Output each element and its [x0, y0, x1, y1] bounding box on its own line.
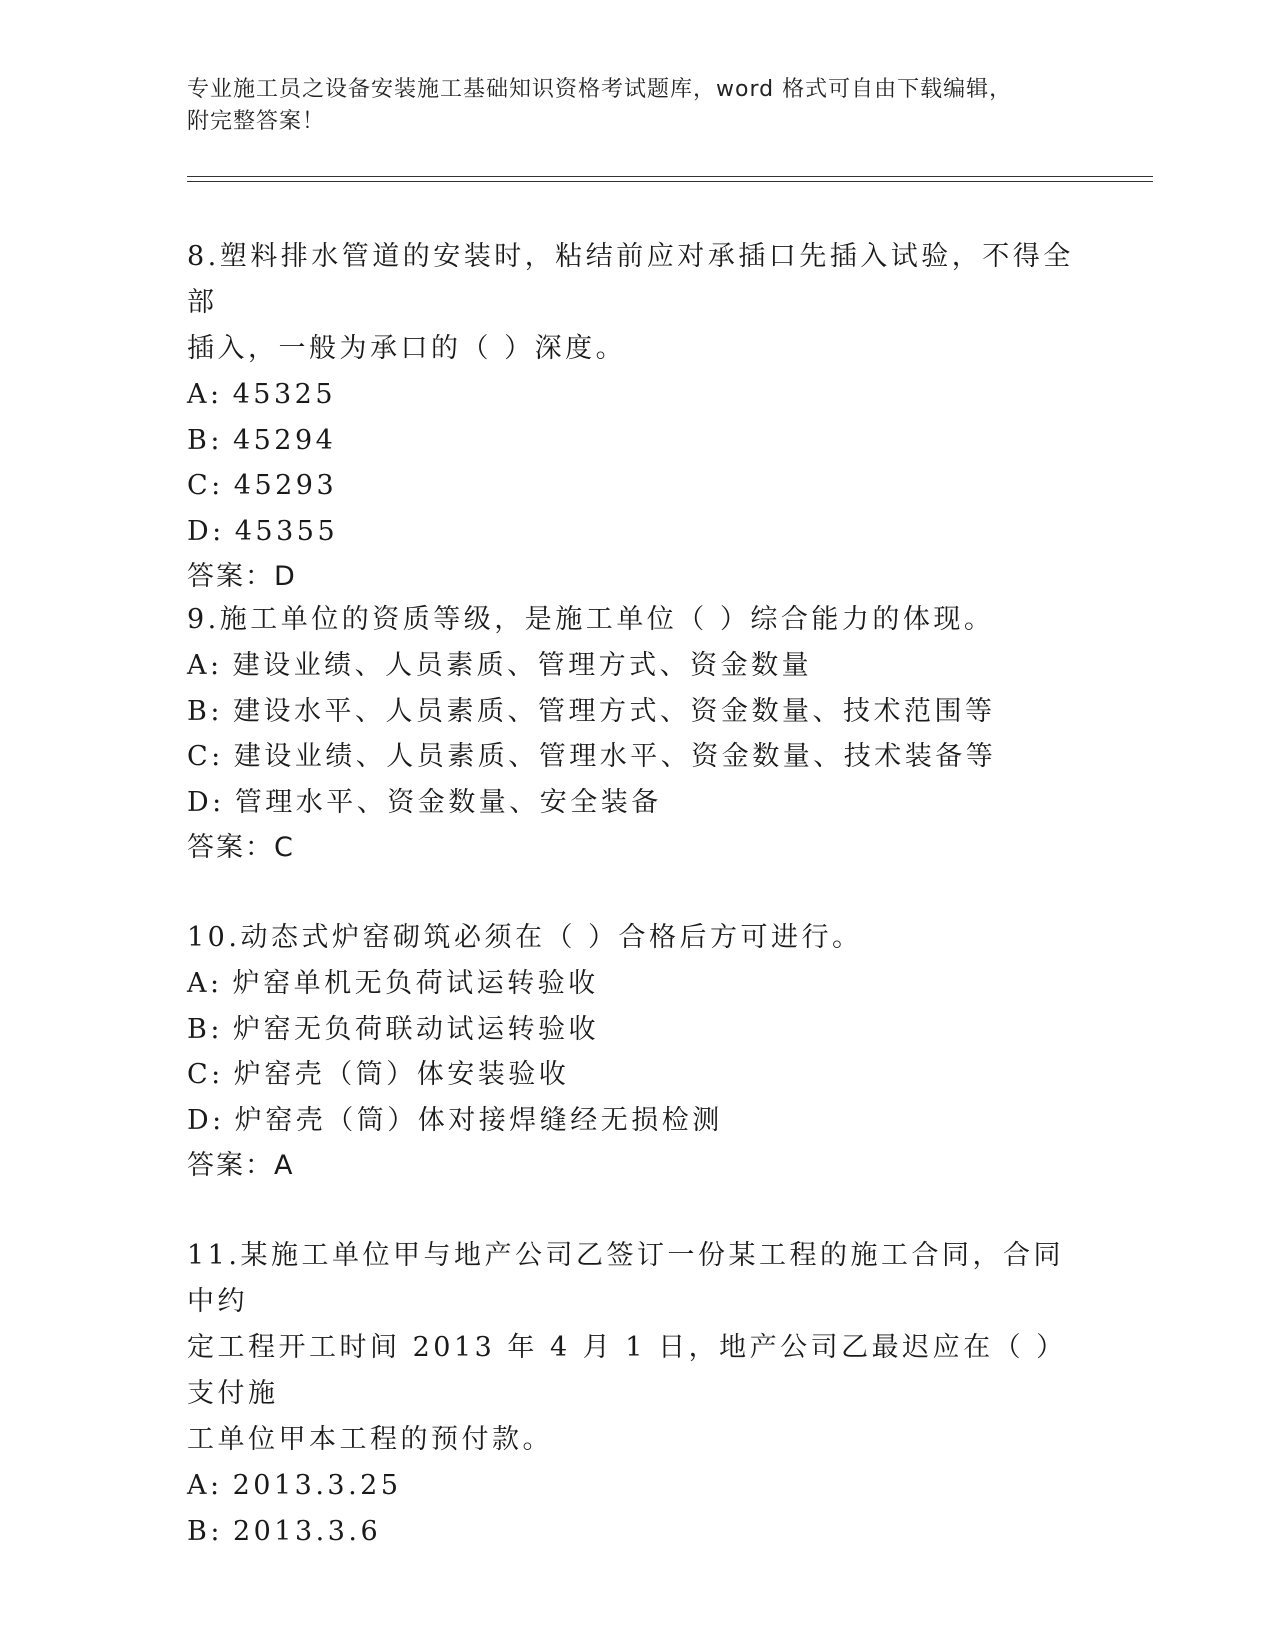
option-c [187, 463, 1087, 509]
option-label: D: [187, 786, 225, 818]
option-label: B: [187, 424, 223, 456]
option-text: 炉窑壳（筒）体安装验收 [233, 1059, 570, 1090]
option-text: 建设水平、人员素质、管理方式、资金数量、技术范围等 [232, 695, 996, 727]
option-label: A: [187, 379, 223, 410]
option-text: 建设业绩、人员素质、管理水平、资金数量、技术装备等 [233, 741, 997, 772]
option-label: B: [187, 1515, 223, 1547]
question-11 [187, 1233, 1087, 1554]
option-text: 45293 [233, 470, 338, 501]
option-label: C: [187, 470, 224, 501]
option-a [187, 1463, 1087, 1509]
header-divider-top [187, 176, 1153, 177]
question-stem-line: 定工程开工时间 2013 年 4 月 1 日，地产公司乙最迟应在（ ）支付施 [187, 1332, 1067, 1409]
option-label: B: [187, 1013, 223, 1045]
option-label: A: [187, 968, 223, 999]
option-text: 2013.3.25 [232, 1470, 402, 1501]
option-b [187, 418, 1087, 464]
question-10 [187, 915, 1087, 1189]
question-stem-line: 10.动态式炉窑砌筑必须在（ ）合格后方可进行。 [187, 922, 863, 953]
option-b [187, 689, 1087, 735]
option-label: C: [187, 741, 224, 772]
question-8 [187, 234, 1087, 600]
option-text: 2013.3.6 [232, 1515, 382, 1547]
option-b [187, 1007, 1087, 1053]
option-label: B: [187, 695, 223, 727]
option-b [187, 1509, 1087, 1555]
option-text: 建设业绩、人员素质、管理方式、资金数量 [232, 650, 813, 681]
header-line-1: 专业施工员之设备安装施工基础知识资格考试题库，word 格式可自由下载编辑， [187, 77, 1013, 102]
option-c [187, 1052, 1087, 1098]
question-9 [187, 597, 1087, 871]
document-header [187, 74, 1067, 138]
header-line-2: 附完整答案！ [187, 109, 326, 134]
answer-line: 答案：D [187, 561, 297, 592]
option-d [187, 509, 1087, 555]
option-label: A: [187, 1470, 223, 1501]
option-text: 炉窑单机无负荷试运转验收 [232, 968, 599, 999]
option-text: 45355 [234, 515, 339, 547]
option-text: 45294 [232, 424, 337, 456]
option-text: 炉窑壳（筒）体对接焊缝经无损检测 [234, 1104, 723, 1136]
option-text: 45325 [232, 379, 337, 410]
header-divider-bottom [187, 181, 1153, 182]
answer-line: 答案：A [187, 1150, 295, 1181]
option-a [187, 372, 1087, 418]
option-d [187, 1098, 1087, 1144]
option-label: A: [187, 650, 223, 681]
option-c [187, 734, 1087, 780]
question-stem-line: 9.施工单位的资质等级，是施工单位（ ）综合能力的体现。 [187, 604, 995, 635]
option-d [187, 780, 1087, 826]
option-label: C: [187, 1059, 224, 1090]
question-stem-line: 工单位甲本工程的预付款。 [187, 1424, 553, 1455]
option-text: 管理水平、资金数量、安全装备 [234, 786, 662, 818]
question-stem-line: 11.某施工单位甲与地产公司乙签订一份某工程的施工合同，合同中约 [187, 1240, 1064, 1317]
answer-line: 答案：C [187, 832, 295, 863]
option-label: D: [187, 1104, 225, 1136]
option-a [187, 643, 1087, 689]
question-stem-line: 8.塑料排水管道的安装时，粘结前应对承插口先插入试验，不得全部 [187, 241, 1074, 318]
option-label: D: [187, 515, 225, 547]
option-text: 炉窑无负荷联动试运转验收 [232, 1013, 599, 1045]
option-a [187, 961, 1087, 1007]
question-stem-line: 插入，一般为承口的（ ）深度。 [187, 333, 627, 364]
